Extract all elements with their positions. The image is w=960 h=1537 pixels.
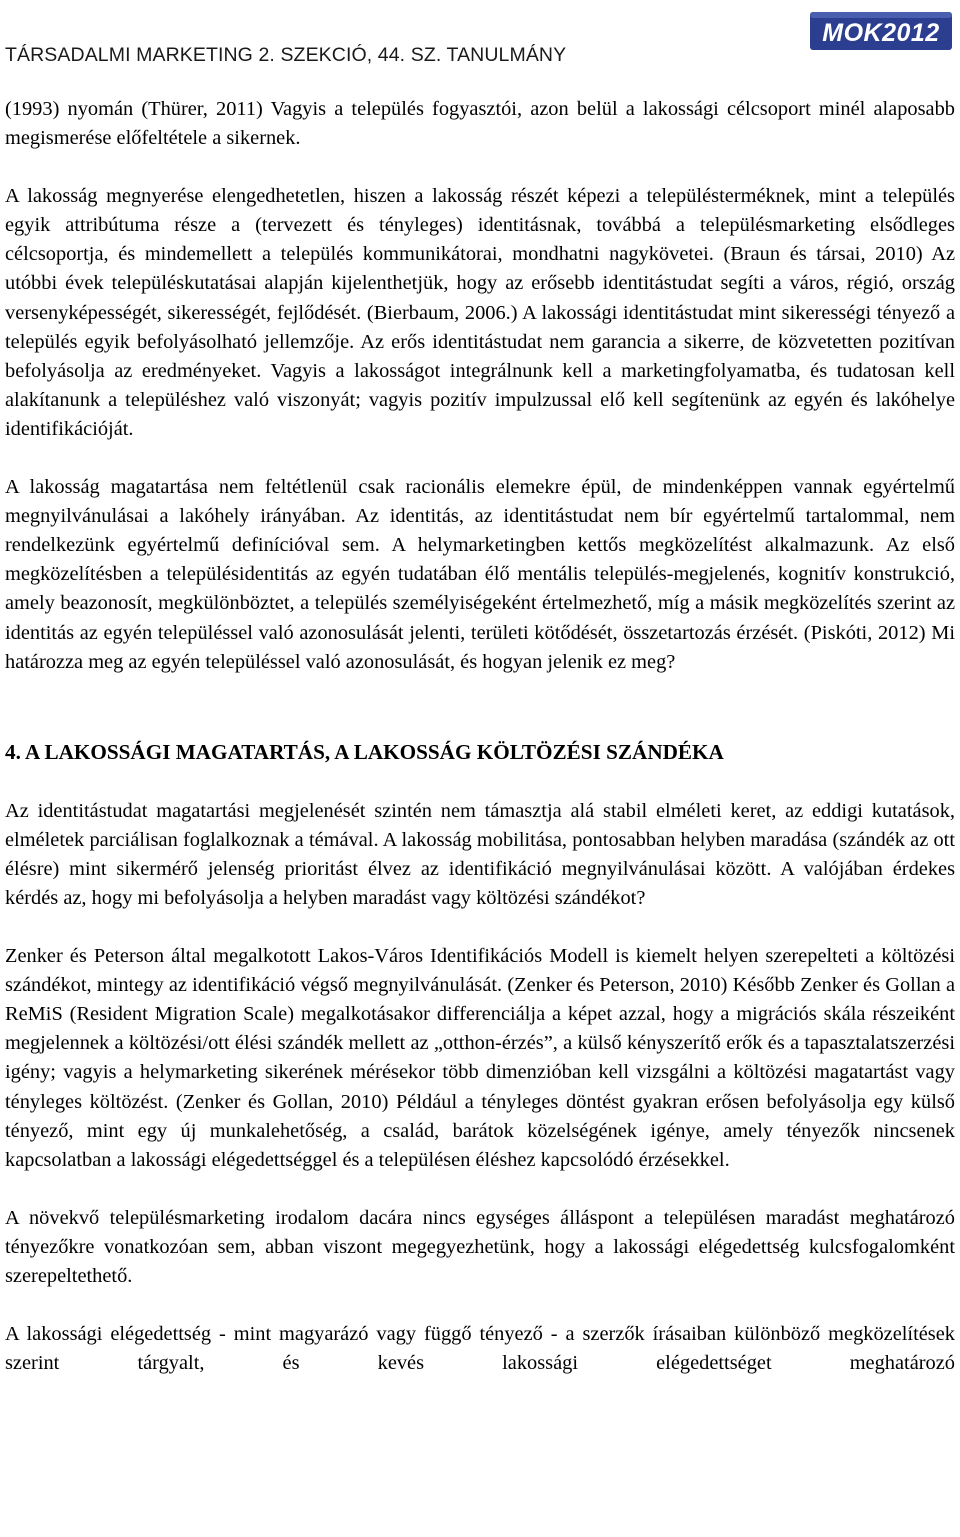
paragraph-magatartas: A lakosság magatartása nem feltétlenül csak racionális elemekre épül, de mindenképpen vannak egyértelmű megnyilvánulásai a lakóhely irányában. Az identitás, az identitástudat nem bír egyértelmű tartalommal, nem rendelkezünk egyértelmű definícióval sem. A helymarketingben kettős megközelítést alkalmazunk. Az első megközelítésben a településidentitás az egyén tudatában élő mentális település-megjelenés, kognitív konstrukció, amely beazonosít, megkülönböztet, a település személyiségeként értelmezhető, míg a másik megközelítés szerint az identitás az egyén településsel való azonosulását jelenti, területi kötődését, összetartozás érzését. (Piskóti, 2012) Mi határozza meg az egyén településsel való azonosulását, és hogyan jelenik ez meg?	[5, 476, 955, 673]
paragraph-intro: (1993) nyomán (Thürer, 2011) Vagyis a település fogyasztói, azon belül a lakossági célcsoport minél alaposabb megismerése előfeltétele a sikernek.	[5, 98, 955, 150]
svg-text:MOK2012: MOK2012	[822, 19, 940, 47]
section-heading: 4. A LAKOSSÁGI MAGATARTÁS, A LAKOSSÁG KÖLTÖZÉSI SZÁNDÉKA	[5, 739, 724, 764]
paragraph-identitastudat: Az identitástudat magatartási megjelenését szintén nem támasztja alá stabil elméleti keret, az eddigi kutatások, elméletek parciálisan foglalkoznak a témával. A lakosság mobilitása, pontosabban helyben maradása (szándék az ott élésre) mint sikermérő jelenség prioritást élvez az identifikáció megnyilvánulásai között. A valójában érdekes kérdés az, hogy mi befolyásolja a helyben maradást vagy költözési szándékot?	[5, 799, 955, 909]
paragraph-novekvo: A növekvő településmarketing irodalom dacára nincs egységes álláspont a településen maradást meghatározó tényezőkre vonatkozóan sem, abban viszont megegyezhetünk, hogy a lakossági elégedettség kulcsfogalomként szerepeltethető.	[5, 1206, 955, 1287]
page-header	[0, 0, 960, 78]
mok2012-logo	[808, 10, 954, 52]
paragraph-lakossag: A lakosság megnyerése elengedhetetlen, hiszen a lakosság részét képezi a településterméknek, mint a település egyik attribútuma része a (tervezett és tényleges) identitásnak, továbbá a településmarketing elsődleges célcsoportja, és mindemellett a település kommunikátorai, mondhatni nagykövetei. (Braun és társai, 2010) Az utóbbi évek településkutatásai alapján kijelenthetjük, hogy az erősebb identitástudat segíti a város, régió, ország versenyképességét, sikerességét, fejlődését. (Bierbaum, 2006.) A lakossági identitástudat mint sikerességi tényező a település egyik befolyásolható jellemzője. Az erős identitástudat nem garancia a sikerre, de közvetetten pozitívan befolyásolja az eredményeket. Vagyis a lakosságot integrálnunk kell a marketingfolyamatba, és tudatosan kell alakítanunk a településhez való viszonyát; vagyis pozitív impulzussal elő kell segítenünk az egyén és lakóhelye identifikációját.	[5, 185, 955, 440]
running-header-title: TÁRSADALMI MARKETING 2. SZEKCIÓ, 44. SZ. TANULMÁNY	[5, 44, 567, 66]
document-body	[5, 95, 955, 1378]
paragraph-zenker: Zenker és Peterson által megalkotott Lakos-Város Identifikációs Modell is kiemelt helyen szerepelteti a költözési szándékot, mintegy az identifikáció végső megnyilvánulását. (Zenker és Peterson, 2010) Később Zenker és Gollan a ReMiS (Resident Migration Scale) megalkotásakor differenciálja a képet azzal, hogy a migrációs skála részeiként megjelennek a költözési/ott élési szándék mellett az „otthon-érzés”, a külső kényszerítő erők és a tapasztalatszerzési igény; vagyis a helymarketing sikerének mérésekor több dimenzióban kell vizsgálni a költözési magatartást vagy tényleges költözést. (Zenker és Gollan, 2010) Például a tényleges döntést gyakran erősen befolyásolja egy külső tényező, mint egy új munkalehetőség, a család, barátok közelségének igénye, amely tényezők nincsenek kapcsolatban a lakossági elégedettséggel és a településen éléshez kapcsolódó érzésekkel.	[5, 945, 955, 1171]
paragraph-elegedettseg: A lakossági elégedettség - mint magyarázó vagy függő tényező - a szerzők írásaiban különböző megközelítések szerint tárgyalt, és kevés lakossági elégedettséget meghatározó	[5, 1323, 955, 1375]
